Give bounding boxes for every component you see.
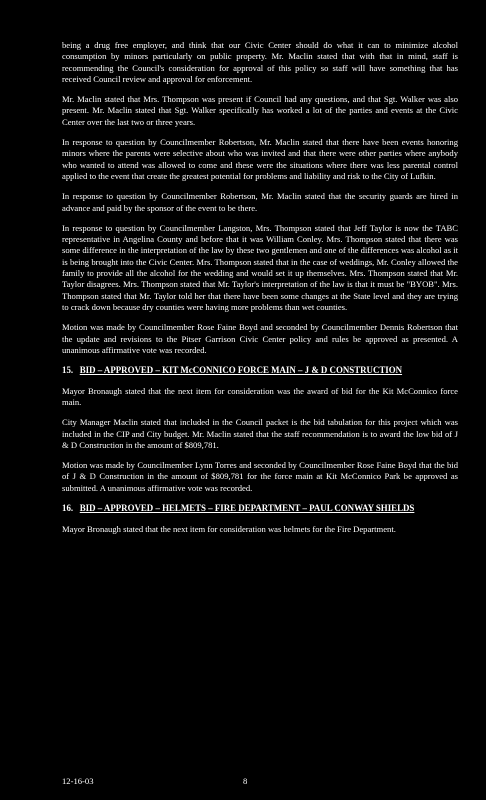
paragraph: Mayor Bronaugh stated that the next item for consideration was the award of bid for the Kit McConnico force main. xyxy=(62,385,458,407)
item-title: BID – APPROVED – KIT McCONNICO FORCE MAIN – J & D CONSTRUCTION xyxy=(79,365,403,376)
item-number: 15. xyxy=(62,365,74,376)
paragraph: being a drug free employer, and think that our Civic Center should do what it can to minimize alcohol consumption by minors particularly on public property. Mr. Maclin stated that with that in mind, staff is recommending the Council's consideration for approval of this policy so staff will have something that has received Council review and approval for enforcement. xyxy=(62,40,458,84)
paragraph: Motion was made by Councilmember Lynn Torres and seconded by Councilmember Rose Faine Boyd that the bid of J & D Construction in the amount of $809,781 for the force main at Kit McConnico Park be approved as submitted. A unanimous affirmative vote was recorded. xyxy=(62,460,458,493)
item-title: BID – APPROVED – HELMETS – FIRE DEPARTMENT – PAUL CONWAY SHIELDS xyxy=(79,503,415,513)
item-16-heading xyxy=(62,503,458,515)
paragraph: City Manager Maclin stated that included in the Council packet is the bid tabulation for this project which was included in the CIP and City budget. Mr. Maclin stated that the staff recommendation is to award the low bid of J & D Construction in the amount of $809,781. xyxy=(62,417,458,450)
footer-date: 12-16-03 xyxy=(62,776,94,786)
paragraph: Mayor Bronaugh stated that the next item for consideration was helmets for the Fire Department. xyxy=(62,523,396,534)
paragraph: Mr. Maclin stated that Mrs. Thompson was present if Council had any questions, and that Sgt. Walker was also present. Mr. Maclin stated that Sgt. Walker specifically has worked a lot of the parties and events at the Civic Center over the last two or three years. xyxy=(62,94,458,127)
item-15-heading xyxy=(62,365,458,377)
item-number: 16. xyxy=(62,503,74,513)
paragraph: In response to question by Councilmember Robertson, Mr. Maclin stated that there have been events honoring minors where the parents were selective about who was invited and that there were other parties where anybody who wanted to attend was allowed to come and these were the situations where there was less parental control applied to the event that create the greatest potential for problems and liability and risk to the City of Lufkin. xyxy=(62,137,458,181)
paragraph: Motion was made by Councilmember Rose Faine Boyd and seconded by Councilmember Dennis Robertson that the update and revisions to the Pitser Garrison Civic Center policy and rules be approved as presented. A unanimous affirmative vote was recorded. xyxy=(62,322,458,355)
page-number: 8 xyxy=(243,776,248,786)
paragraph: In response to question by Councilmember Robertson, Mr. Maclin stated that the security guards are hired in advance and paid by the sponsor of the event to be there. xyxy=(62,191,458,213)
paragraph: In response to question by Councilmember Langston, Mrs. Thompson stated that Jeff Taylor is now the TABC representative in Angelina County and before that it was William Conley. Mrs. Thompson stated that there was some difference in the interpretation of the law by these two gentlemen and one of the differences was alcohol as it is being brought into the Civic Center. Mrs. Thompson stated that in the case of weddings, Mr. Conley allowed the family to provide all the alcohol for the wedding and would set it up themselves. Mrs. Thompson stated that Mr. Taylor disagrees. Mrs. Thompson stated that Mr. Taylor's interpretation of the law is that it must be "BYOB". Mrs. Thompson stated that Mr. Taylor told her that there have been some changes at the State level and they are trying to crack down because dry counties were having more problems than wet counties. xyxy=(62,222,458,312)
